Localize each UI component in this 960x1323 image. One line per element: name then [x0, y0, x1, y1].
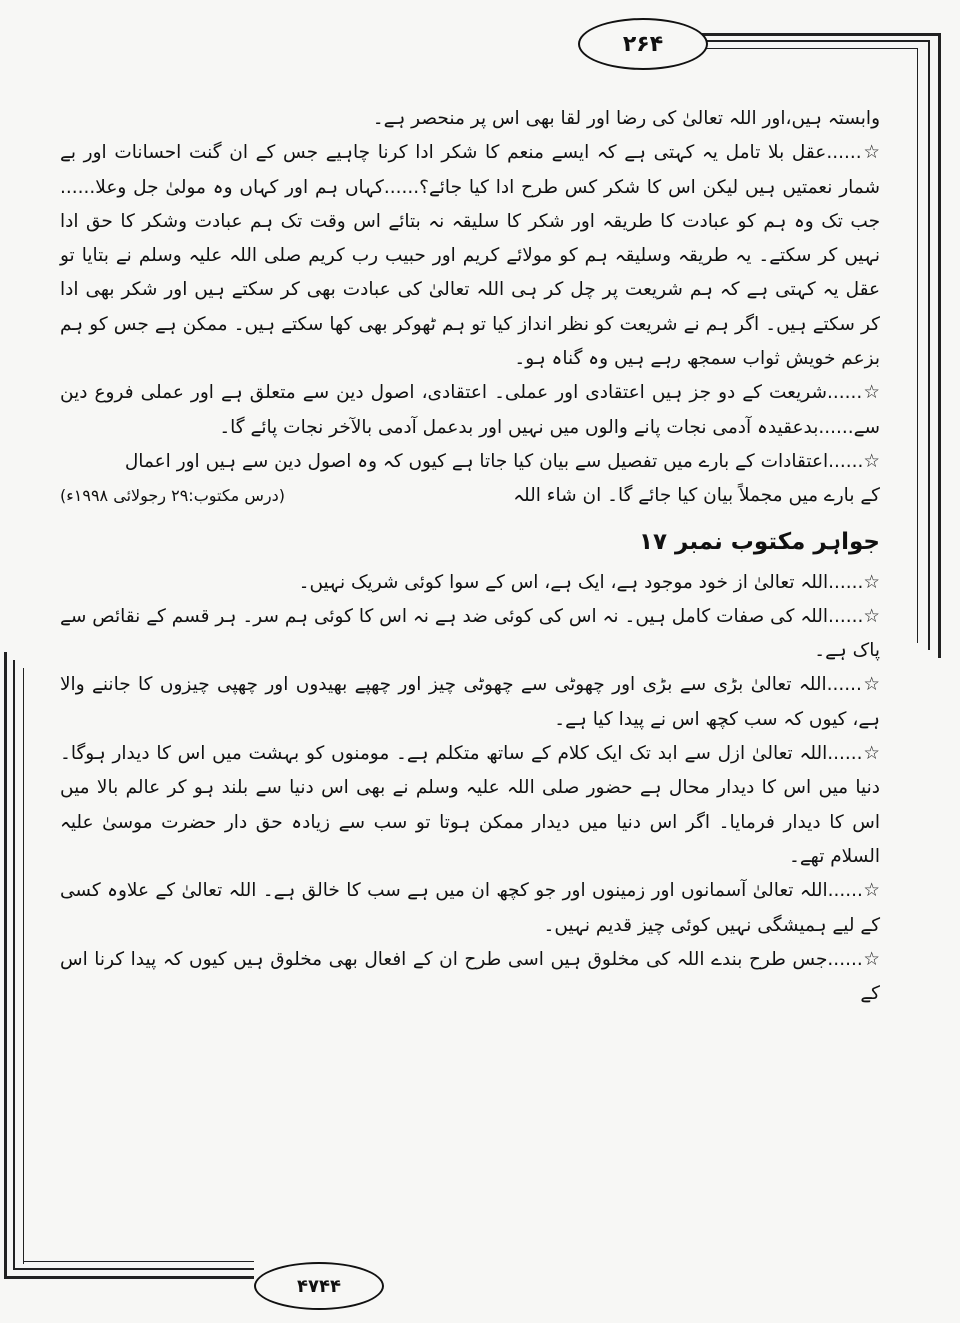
paragraph: ☆......اعتقادات کے بارے میں تفصیل سے بیان کیا جاتا ہے کیوں کہ وہ اصول دین سے ہیں اور اعمال [124, 450, 880, 472]
paragraph: ☆......اللہ تعالیٰ ازل سے ابد تک ایک کلام کے ساتھ متکلم ہے۔ مومنوں کو بہشت میں اس کا دیدار ہوگا۔ دنیا میں اس کا دیدار محال ہے حضور صلی اللہ علیہ وسلم نے بھی اس دنیا سے بلند ہو کر عالم بالا میں اس کا دیدار فرمایا۔ اگر اس دنیا میں دیدار ممکن ہوتا تو سب سے زیادہ حق دار حضرت موسیٰ علیہ السلام تھے۔ [60, 743, 880, 867]
frame-right-line-mid [928, 40, 930, 650]
closing-line: کے بارے میں مجملاً بیان کیا جائے گا۔ ان شاء اللہ [513, 485, 880, 507]
paragraph: ☆......جس طرح بندے اللہ کی مخلوق ہیں اسی طرح ان کے افعال بھی مخلوق ہیں کیوں کہ پیدا کرنا اس کے [60, 948, 880, 1005]
frame-top-line-outer [666, 33, 940, 36]
section-heading: جواہر مکتوب نمبر ۱۷ [638, 528, 880, 555]
paragraph: ☆......شریعت کے دو جز ہیں اعتقادی اور عملی۔ اعتقادی، اصول دین سے متعلق ہے اور عملی فروع دین سے......بدعقیدہ آدمی نجات پانے والوں میں نہیں اور بدعمل آدمی بالآخر نجات پائے گا۔ [60, 382, 880, 438]
page-number-header [578, 18, 708, 70]
page-number-footer [254, 1262, 384, 1310]
frame-left-line-inner [23, 668, 24, 1264]
frame-bottom-line-inner [23, 1261, 254, 1262]
body-text [60, 102, 880, 1011]
page-number-footer-text: ۴۷۴۴ [297, 1275, 341, 1297]
paragraph: ☆......اللہ تعالیٰ از خود موجود ہے، ایک ہے، اس کے سوا کوئی شریک نہیں۔ [298, 571, 880, 593]
frame-bottom-line-outer [4, 1276, 254, 1279]
paragraph: ☆......عقل بلا تامل یہ کہتی ہے کہ ایسے منعم کا شکر ادا کرنا چاہیے جس کے ان گنت احسانات اور بے شمار نعمتیں ہیں لیکن اس کا شکر کس طرح ادا کیا جائے؟......کہاں ہم اور کہاں وہ مولیٰ جل وعلا...... جب تک وہ ہم کو عبادت کا طریقہ اور شکر کا سلیقہ نہ بتائے اس وقت تک ہم عبادت وشکر کا حق ادا نہیں کر سکتے۔ یہ طریقہ وسلیقہ ہم کو مولائے کریم اور حبیب رب کریم صلی اللہ علیہ وسلم نے بتایا تو عقل یہ کہتی ہے کہ ہم شریعت پر چل کر ہی اللہ تعالیٰ کی عبادت بھی کر سکتے ہیں اور شکر بھی ادا کر سکتے ہیں۔ اگر ہم نے شریعت کو نظر انداز کیا تو ہم ٹھوکر بھی کھا سکتے ہیں۔ ممکن ہے جس کو ہم بزعم خویش ثواب سمجھ رہے ہیں وہ گناہ ہو۔ [60, 142, 880, 370]
frame-right-line-inner [917, 48, 918, 643]
opening-line: وابستہ ہیں،اور اللہ تعالیٰ کی رضا اور لقا بھی اس پر منحصر ہے۔ [372, 108, 880, 129]
paragraph: ☆......اللہ تعالیٰ بڑی سے بڑی اور چھوٹی سے چھوٹی چیز اور چھپے بھیدوں اور چھپی چیزوں کا جاننے والا ہے، کیوں کہ سب کچھ اس نے پیدا کیا ہے۔ [60, 674, 880, 730]
frame-right-line-outer [938, 33, 941, 658]
frame-left-line-outer [4, 652, 7, 1278]
page-number-header-text: ۲۶۴ [622, 31, 664, 57]
lesson-reference: (درس مکتوب:۲۹ رجولائی ۱۹۹۸ء) [60, 486, 285, 506]
frame-left-line-mid [13, 660, 15, 1270]
closing-line-row [60, 479, 880, 513]
paragraph: ☆......اللہ کی صفات کامل ہیں۔ نہ اس کی کوئی ضد ہے نہ اس کا کوئی ہم سر۔ ہر قسم کے نقائص سے پاک ہے۔ [60, 605, 880, 662]
frame-bottom-line-mid [13, 1268, 254, 1270]
paragraph: ☆......اللہ تعالیٰ آسمانوں اور زمینوں اور جو کچھ ان میں ہے سب کا خالق ہے۔ اللہ تعالیٰ کے علاوہ کسی کے لیے ہمیشگی نہیں کوئی چیز قدیم نہیں۔ [60, 880, 880, 936]
